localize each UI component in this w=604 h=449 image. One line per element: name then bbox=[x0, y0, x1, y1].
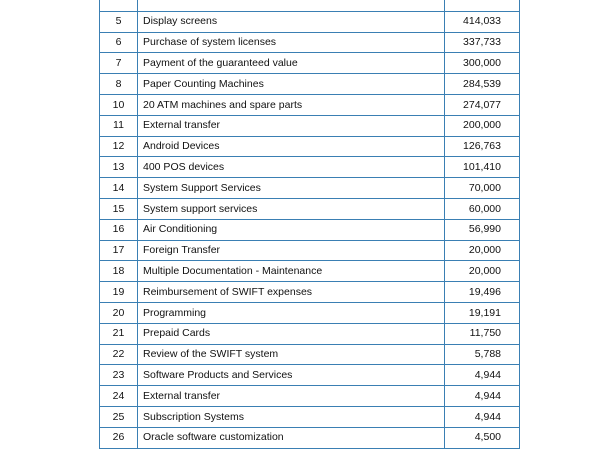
table-row bbox=[100, 115, 520, 136]
item-description-cell: Display screens bbox=[138, 11, 445, 32]
row-number-cell: 24 bbox=[100, 386, 138, 407]
table-row bbox=[100, 32, 520, 53]
table-row bbox=[100, 198, 520, 219]
table-row bbox=[100, 427, 520, 448]
amount-cell: 284,539 bbox=[445, 74, 520, 95]
table-row bbox=[100, 323, 520, 344]
item-description-cell: System Support Services bbox=[138, 178, 445, 199]
amount-cell: 11,750 bbox=[445, 323, 520, 344]
row-number-cell: 12 bbox=[100, 136, 138, 157]
amount-cell: 200,000 bbox=[445, 115, 520, 136]
row-number-cell: 10 bbox=[100, 94, 138, 115]
item-description-cell: Programming bbox=[138, 302, 445, 323]
table-row bbox=[100, 11, 520, 32]
amount-cell: 19,496 bbox=[445, 282, 520, 303]
amount-cell: 5,788 bbox=[445, 344, 520, 365]
table-row bbox=[100, 365, 520, 386]
row-number-cell: 7 bbox=[100, 53, 138, 74]
amount-cell: 101,410 bbox=[445, 157, 520, 178]
row-number-cell: 26 bbox=[100, 427, 138, 448]
item-description-cell: Subscription Systems bbox=[138, 406, 445, 427]
amount-cell: 4,944 bbox=[445, 386, 520, 407]
amount-cell: 60,000 bbox=[445, 198, 520, 219]
table-row bbox=[100, 261, 520, 282]
row-number-cell: 19 bbox=[100, 282, 138, 303]
item-description-cell: Prepaid Cards bbox=[138, 323, 445, 344]
item-description-cell: External transfer bbox=[138, 386, 445, 407]
item-description-cell: Foreign Transfer bbox=[138, 240, 445, 261]
amount-cell: 20,000 bbox=[445, 240, 520, 261]
row-number-cell: 11 bbox=[100, 115, 138, 136]
item-description-cell: Android Devices bbox=[138, 136, 445, 157]
item-description-cell: 400 POS devices bbox=[138, 157, 445, 178]
item-description-cell: System support services bbox=[138, 198, 445, 219]
row-number-cell: 20 bbox=[100, 302, 138, 323]
item-description-cell: External transfer bbox=[138, 115, 445, 136]
item-description-cell: Reimbursement of SWIFT expenses bbox=[138, 282, 445, 303]
amount-cell: 337,733 bbox=[445, 32, 520, 53]
table-row bbox=[100, 136, 520, 157]
item-description-cell: Oracle software customization bbox=[138, 427, 445, 448]
expenses-table bbox=[99, 0, 520, 449]
expenses-table-body bbox=[100, 0, 520, 448]
amount-cell: 126,763 bbox=[445, 136, 520, 157]
amount-cell: 56,990 bbox=[445, 219, 520, 240]
table-row bbox=[100, 240, 520, 261]
row-number-cell: 17 bbox=[100, 240, 138, 261]
table-row bbox=[100, 406, 520, 427]
table-row bbox=[100, 0, 520, 11]
amount-cell: 19,191 bbox=[445, 302, 520, 323]
row-number-cell: 22 bbox=[100, 344, 138, 365]
item-description-cell: Purchase of system licenses bbox=[138, 32, 445, 53]
row-number-cell: 21 bbox=[100, 323, 138, 344]
amount-cell: 414,033 bbox=[445, 11, 520, 32]
amount-cell bbox=[445, 0, 520, 11]
table-row bbox=[100, 386, 520, 407]
table-row bbox=[100, 53, 520, 74]
amount-cell: 300,000 bbox=[445, 53, 520, 74]
amount-cell: 4,500 bbox=[445, 427, 520, 448]
table-row bbox=[100, 282, 520, 303]
row-number-cell: 16 bbox=[100, 219, 138, 240]
table-row bbox=[100, 302, 520, 323]
row-number-cell: 23 bbox=[100, 365, 138, 386]
item-description-cell: Multiple Documentation - Maintenance bbox=[138, 261, 445, 282]
item-description-cell: Air Conditioning bbox=[138, 219, 445, 240]
row-number-cell: 6 bbox=[100, 32, 138, 53]
row-number-cell: 15 bbox=[100, 198, 138, 219]
row-number-cell: 25 bbox=[100, 406, 138, 427]
amount-cell: 4,944 bbox=[445, 406, 520, 427]
table-row bbox=[100, 74, 520, 95]
table-row bbox=[100, 94, 520, 115]
table-row bbox=[100, 219, 520, 240]
item-description-cell: Payment of the guaranteed value bbox=[138, 53, 445, 74]
row-number-cell: 13 bbox=[100, 157, 138, 178]
row-number-cell bbox=[100, 0, 138, 11]
table-row bbox=[100, 157, 520, 178]
row-number-cell: 14 bbox=[100, 178, 138, 199]
row-number-cell: 18 bbox=[100, 261, 138, 282]
item-description-cell: Software Products and Services bbox=[138, 365, 445, 386]
item-description-cell: Paper Counting Machines bbox=[138, 74, 445, 95]
table-row bbox=[100, 344, 520, 365]
amount-cell: 20,000 bbox=[445, 261, 520, 282]
amount-cell: 274,077 bbox=[445, 94, 520, 115]
table-row bbox=[100, 178, 520, 199]
amount-cell: 70,000 bbox=[445, 178, 520, 199]
item-description-cell: 20 ATM machines and spare parts bbox=[138, 94, 445, 115]
item-description-cell: Review of the SWIFT system bbox=[138, 344, 445, 365]
item-description-cell bbox=[138, 0, 445, 11]
row-number-cell: 8 bbox=[100, 74, 138, 95]
amount-cell: 4,944 bbox=[445, 365, 520, 386]
row-number-cell: 5 bbox=[100, 11, 138, 32]
